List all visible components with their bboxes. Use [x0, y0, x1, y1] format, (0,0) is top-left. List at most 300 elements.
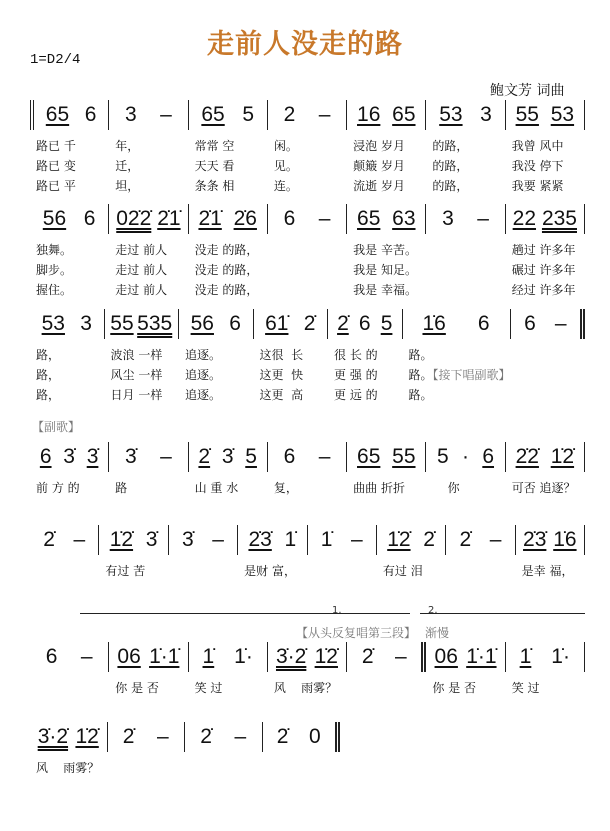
score-system: [30, 309, 585, 405]
lyric-verse-2: [30, 156, 109, 176]
lyric-text: 路，: [36, 388, 61, 402]
lyric-verse-1: [426, 478, 505, 498]
note: 1̇2̇: [109, 528, 134, 551]
lyric-text: 我是 幸福。: [353, 283, 417, 297]
lyric-text: 风 雨雾？: [273, 681, 338, 695]
lyric-verse-1: [511, 345, 586, 365]
lyric-text: 有过 泪: [382, 564, 423, 578]
measure-notes: [30, 525, 99, 555]
lyric-text: 条条 相: [194, 179, 235, 193]
lyric-text: 趟过 许多年: [511, 243, 576, 257]
lyric-text: 年，: [115, 139, 140, 153]
note: 6: [524, 312, 536, 335]
note: 6: [45, 645, 58, 668]
measure: [426, 442, 505, 498]
note: 1̇6: [422, 312, 446, 335]
lyric-verse-3: [179, 385, 254, 405]
measure-notes: [238, 525, 307, 555]
score-system: [30, 204, 585, 300]
lyric-verse-1: [30, 758, 108, 778]
lyric-text: 可否 追逐？: [511, 481, 576, 495]
lyric-verse-2: [511, 365, 586, 385]
lyric-text: 的路，: [432, 139, 469, 153]
note: 3̇: [63, 445, 75, 468]
score-system: [30, 642, 585, 698]
note: –: [234, 725, 247, 748]
lyric-verse-2: [268, 260, 347, 280]
repeat-instruction: 【从头反复唱第三段】: [296, 626, 417, 640]
measure-notes: [268, 442, 347, 472]
measure-notes: [426, 204, 505, 234]
measure-notes: [347, 442, 426, 472]
measure: [308, 525, 377, 581]
measure-notes: [30, 722, 108, 752]
measure: [189, 442, 268, 498]
lyric-text: 我是 知足。: [353, 263, 417, 277]
lyric-verse-3: [506, 176, 585, 196]
measure-notes: [506, 204, 585, 234]
lyric-text: 笑 过: [511, 681, 540, 695]
lyric-text: 是幸 福，: [521, 564, 574, 578]
note: 2̇: [459, 528, 472, 551]
lyric-verse-2: [426, 156, 505, 176]
lyric-text: 波浪 一样: [110, 348, 163, 362]
lyric-verse-3: [268, 280, 347, 300]
lyric-text: 的路，: [432, 159, 469, 173]
note: 06: [117, 645, 141, 668]
measure: [99, 525, 168, 581]
lyric-verse-1: [109, 136, 188, 156]
lyric-text: 我是 辛苦。: [353, 243, 417, 257]
measure: [506, 442, 585, 498]
lyric-verse-1: [516, 561, 585, 581]
measure: [189, 100, 268, 196]
lyric-verse-1: [268, 136, 347, 156]
note: 3̇: [145, 528, 158, 551]
note: 1̇·: [551, 645, 570, 668]
note: 1̇·1̇: [466, 645, 497, 668]
measure: [185, 722, 263, 778]
lyric-text: 风 雨雾？: [36, 761, 100, 775]
note: 5: [380, 312, 393, 335]
note: 61̇: [265, 312, 289, 335]
note: 5: [242, 103, 255, 126]
lyric-text: 更 强 的: [334, 368, 378, 382]
lyric-verse-3: [426, 280, 505, 300]
note: 6: [482, 445, 495, 468]
lyric-verse-2: [506, 156, 585, 176]
lyric-text: 前 方 的: [36, 481, 80, 495]
lyric-verse-2: [109, 260, 188, 280]
lyric-verse-1: [30, 561, 99, 581]
lyric-text: 这很 长: [259, 348, 304, 362]
note: 6: [358, 312, 371, 335]
measure: [328, 309, 403, 405]
note: 53: [41, 312, 65, 335]
score-system: [30, 442, 585, 498]
lyric-text: 山 重 水: [194, 481, 239, 495]
measure-notes: [108, 722, 186, 752]
lyric-verse-1: [108, 758, 186, 778]
volta-bracket-2: [420, 613, 585, 614]
measure-notes: [328, 309, 403, 339]
measure-notes: [109, 442, 188, 472]
note: 65: [357, 207, 381, 230]
lyric-text: 握住。: [36, 283, 73, 297]
note: 2̇: [122, 725, 135, 748]
score-system: [30, 100, 585, 196]
lyric-text: 路。: [408, 388, 433, 402]
lyric-verse-3: [30, 176, 109, 196]
note: 6: [283, 445, 296, 468]
lyric-verse-1: [328, 345, 403, 365]
lyric-text: 这更 快: [259, 368, 304, 382]
lyric-verse-1: [426, 678, 505, 698]
lyric-verse-1: [30, 345, 105, 365]
note: ·: [462, 445, 470, 468]
lyric-text: 常常 空: [194, 139, 235, 153]
lyric-verse-3: [105, 385, 180, 405]
measure: [169, 525, 238, 581]
lyric-verse-2: [179, 365, 254, 385]
chorus-label: 【副歌】: [32, 420, 81, 434]
score-system: [30, 525, 585, 581]
note: 2̇: [43, 528, 55, 551]
lyric-text: 路，: [36, 348, 61, 362]
measure-notes: [105, 309, 180, 339]
note: 3̇: [86, 445, 99, 468]
note: 1̇6: [553, 528, 577, 551]
lyric-verse-2: [109, 156, 188, 176]
note: –: [157, 725, 169, 748]
note: 1̇: [320, 528, 333, 551]
lyric-verse-1: [169, 561, 238, 581]
note: 65: [45, 103, 70, 126]
note: 65: [201, 103, 225, 126]
measure: [30, 442, 109, 498]
measure-notes: [30, 442, 109, 472]
measure: [268, 442, 347, 498]
lyric-text: 我曾 风中: [511, 139, 564, 153]
note: 6: [83, 207, 96, 230]
measure-notes: [169, 525, 238, 555]
lyric-text: 很 长 的: [334, 348, 378, 362]
measure-notes: [347, 100, 426, 130]
measure-notes: [511, 309, 586, 339]
measure-notes: [189, 642, 268, 672]
lyric-text: 你 是 否: [115, 681, 159, 695]
note: 2̇: [276, 725, 289, 748]
measure-notes: [189, 442, 268, 472]
measure-notes: [189, 204, 268, 234]
note: 6: [229, 312, 241, 335]
measure-notes: [446, 525, 515, 555]
measure-notes: [506, 642, 585, 672]
measure: [446, 525, 515, 581]
measure-notes: [30, 204, 109, 234]
lyric-verse-3: [189, 280, 268, 300]
lyric-verse-1: [189, 136, 268, 156]
lyric-verse-3: [426, 176, 505, 196]
measure: [254, 309, 329, 405]
lyric-text: 浸泡 岁月: [353, 139, 405, 153]
note: 2̇6: [233, 207, 257, 230]
lyric-text: 坦，: [115, 179, 140, 193]
measure-notes: [308, 525, 377, 555]
measure: [268, 642, 347, 698]
lyric-verse-3: [328, 385, 403, 405]
lyric-verse-1: [403, 345, 511, 365]
measure-notes: [179, 309, 254, 339]
note: 16: [357, 103, 381, 126]
lyric-text: 流逝 岁月: [353, 179, 405, 193]
volta-2-number: 2.: [428, 605, 438, 616]
note: 65: [357, 445, 381, 468]
lyric-verse-3: [30, 280, 109, 300]
lyric-text: 没走 的路，: [194, 283, 259, 297]
measure: [347, 442, 426, 498]
note: 2̇: [198, 445, 211, 468]
measure: [506, 100, 585, 196]
measure: [108, 722, 186, 778]
note: 3: [80, 312, 92, 335]
lyric-verse-1: [347, 136, 426, 156]
measure: [511, 309, 586, 405]
lyric-text: 见。: [273, 159, 298, 173]
lyric-verse-1: [30, 240, 109, 260]
note: 1̇: [202, 645, 215, 668]
note: 53: [550, 103, 575, 126]
measure: [268, 204, 347, 300]
lyric-verse-1: [109, 678, 188, 698]
measure-notes: [30, 642, 109, 672]
lyric-text: 我要 紧紧: [511, 179, 564, 193]
measure-notes: [30, 309, 105, 339]
note: –: [318, 445, 331, 468]
lyric-verse-1: [30, 678, 109, 698]
lyric-text: 走过 前人: [115, 283, 168, 297]
measure: [426, 204, 505, 300]
key-signature: 1=D2/4: [30, 52, 81, 68]
measure: [30, 100, 109, 196]
measure-notes: [426, 442, 505, 472]
lyric-verse-1: [506, 478, 585, 498]
measure: [109, 442, 188, 498]
measure: [347, 642, 426, 698]
lyric-verse-3: [109, 176, 188, 196]
note: 5: [437, 445, 449, 468]
lyric-verse-2: [189, 260, 268, 280]
lyric-verse-3: [347, 280, 426, 300]
lyric-verse-1: [268, 240, 347, 260]
note: –: [73, 528, 86, 551]
lyric-text: 路，: [36, 368, 61, 382]
lyric-text: 追逐。: [185, 368, 222, 382]
lyric-text: 你: [432, 481, 460, 495]
note: 3̇: [182, 528, 194, 551]
measure: [516, 525, 585, 581]
note: 0: [309, 725, 321, 748]
measure: [238, 525, 307, 581]
lyric-verse-1: [99, 561, 168, 581]
note: 2: [283, 103, 296, 126]
measure-notes: [426, 642, 505, 672]
note: 63: [392, 207, 416, 230]
note: 55: [392, 445, 416, 468]
measure-notes: [268, 642, 347, 672]
note: 2̇3̇: [523, 528, 547, 551]
lyric-text: 是财 富，: [244, 564, 296, 578]
note: 2̇: [361, 645, 374, 668]
lyric-verse-1: [347, 240, 426, 260]
note: –: [160, 445, 172, 468]
volta-1-number: 1.: [332, 605, 342, 616]
note: 235: [541, 207, 577, 230]
lyric-verse-2: [189, 156, 268, 176]
lyric-verse-3: [268, 176, 347, 196]
lyric-text: 闲。: [273, 139, 298, 153]
lyric-verse-1: [189, 678, 268, 698]
measure-notes: [516, 525, 585, 555]
measure: [30, 722, 108, 778]
lyric-verse-3: [189, 176, 268, 196]
measure-notes: [426, 100, 505, 130]
measure-notes: [347, 204, 426, 234]
measure: [30, 309, 105, 405]
lyric-text: 颠簸 岁月: [353, 159, 405, 173]
measure: [263, 722, 341, 778]
lyric-verse-1: [30, 478, 109, 498]
lyric-verse-1: [268, 478, 347, 498]
measure: [426, 642, 505, 698]
note: 3̇: [125, 445, 137, 468]
note: 1̇2̇: [387, 528, 411, 551]
lyric-text: 路已 平: [36, 179, 76, 193]
note: –: [318, 207, 331, 230]
lyric-verse-1: [506, 240, 585, 260]
measure: [189, 642, 268, 698]
note: 56: [42, 207, 67, 230]
lyric-verse-1: [426, 136, 505, 156]
note: 1̇·: [234, 645, 253, 668]
volta-bracket-1: [80, 613, 410, 614]
lyric-verse-1: [506, 678, 585, 698]
measure: [347, 204, 426, 300]
lyric-text: 碾过 许多年: [511, 263, 576, 277]
lyric-verse-1: [109, 240, 188, 260]
lyric-text: 风尘 一样: [110, 368, 163, 382]
chorus-instruction: 【接下唱副歌】: [432, 368, 511, 382]
note: 1̇2̇: [314, 645, 338, 668]
note: 2̇1̇: [157, 207, 181, 230]
note: 2̇2̇: [515, 445, 539, 468]
note: –: [394, 645, 407, 668]
measure-notes: [268, 100, 347, 130]
note: 5: [245, 445, 257, 468]
note: –: [350, 528, 363, 551]
lyric-verse-2: [268, 156, 347, 176]
lyric-verse-3: [109, 280, 188, 300]
note: 65: [392, 103, 416, 126]
note: 535: [137, 312, 173, 335]
note: 3̇·2̇: [37, 725, 69, 748]
measure-notes: [506, 100, 585, 130]
measure: [30, 204, 109, 300]
lyric-verse-1: [30, 136, 109, 156]
measure: [179, 309, 254, 405]
lyric-verse-2: [105, 365, 180, 385]
measure: [403, 309, 511, 405]
lyric-verse-3: [403, 385, 511, 405]
lyric-verse-2: [506, 260, 585, 280]
lyric-verse-1: [506, 136, 585, 156]
lyric-text: 路。: [408, 368, 433, 382]
measure-notes: [30, 100, 109, 130]
note: 2̇: [337, 312, 349, 335]
lyric-verse-1: [189, 478, 268, 498]
measure: [426, 100, 505, 196]
measure: [506, 642, 585, 698]
measure-notes: [99, 525, 168, 555]
score-system: [30, 722, 340, 778]
lyric-verse-2: [30, 260, 109, 280]
lyric-text: 没走 的路，: [194, 263, 259, 277]
note: 02̇2̇: [116, 207, 152, 230]
measure: [109, 204, 188, 300]
lyric-verse-2: [254, 365, 329, 385]
author-credit: 鲍文芳 词曲: [490, 83, 565, 99]
note: 22: [512, 207, 537, 230]
note: 2̇: [423, 528, 435, 551]
lyric-text: 复，: [273, 481, 298, 495]
measure: [30, 642, 109, 698]
note: 06: [434, 645, 458, 668]
note: 3: [442, 207, 454, 230]
song-title: 走前人没走的路: [207, 29, 403, 60]
note: 1̇·1̇: [149, 645, 180, 668]
measure-notes: [254, 309, 329, 339]
lyric-verse-3: [511, 385, 586, 405]
note: 1̇: [284, 528, 297, 551]
measure-notes: [109, 642, 188, 672]
lyric-text: 曲曲 折折: [353, 481, 405, 495]
measure: [105, 309, 180, 405]
lyric-text: 更 远 的: [334, 388, 378, 402]
lyric-text: 笑 过: [194, 681, 223, 695]
lyric-text: 路已 变: [36, 159, 76, 173]
lyric-verse-1: [109, 478, 188, 498]
lyric-verse-1: [347, 678, 426, 698]
measure: [347, 100, 426, 196]
measure-notes: [377, 525, 446, 555]
lyric-text: 这更 高: [259, 388, 304, 402]
lyric-verse-1: [308, 561, 377, 581]
lyric-verse-1: [254, 345, 329, 365]
lyric-text: 天天 看: [194, 159, 235, 173]
lyric-verse-1: [347, 478, 426, 498]
lyric-text: 你 是 否: [432, 681, 477, 695]
lyric-verse-2: [328, 365, 403, 385]
measure-notes: [506, 442, 585, 472]
measure: [506, 204, 585, 300]
lyric-text: 走过 前人: [115, 243, 168, 257]
measure: [268, 100, 347, 196]
note: 3: [125, 103, 137, 126]
lyric-text: 的路，: [432, 179, 469, 193]
measure-notes: [263, 722, 341, 752]
lyric-text: 追逐。: [185, 388, 222, 402]
lyric-verse-2: [347, 260, 426, 280]
